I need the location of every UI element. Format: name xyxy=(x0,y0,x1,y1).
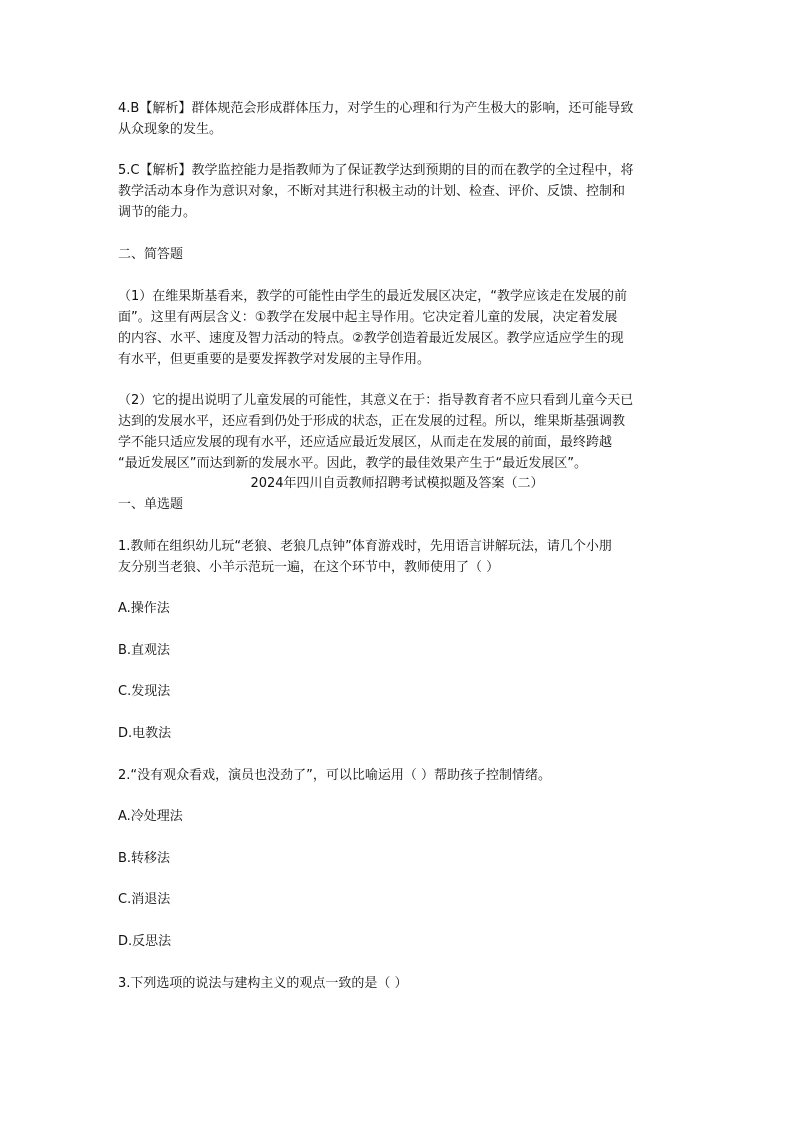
option-text: B.直观法 xyxy=(118,643,171,658)
question-line: 2.“没有观众看戏，演员也没劲了”，可以比喻运用（ ）帮助孩子控制情绪。 xyxy=(118,768,552,783)
option-c xyxy=(118,889,680,910)
question-2-stem xyxy=(118,765,680,786)
option-a xyxy=(118,598,680,619)
paragraph-line: 的内容、水平、速度及智力活动的特点。②教学创造着最近发展区。教学应适应学生的现 xyxy=(118,331,624,346)
paragraph-line: 达到的发展水平，还应看到仍处于形成的状态，正在发展的过程。所以，维果斯基强调教 xyxy=(118,414,626,429)
option-b xyxy=(118,848,680,869)
option-d xyxy=(118,931,680,952)
option-text: B.转移法 xyxy=(118,851,171,866)
paragraph-line: （1）在维果斯基看来，教学的可能性由学生的最近发展区决定，“教学应该走在发展的前 xyxy=(118,289,628,304)
section-heading-short-answer xyxy=(118,244,680,265)
option-text: A.冷处理法 xyxy=(118,809,183,824)
option-text: D.反思法 xyxy=(118,934,172,949)
option-text: C.消退法 xyxy=(118,892,171,907)
question-line: 1.教师在组织幼儿玩“老狼、老狼几点钟”体育游戏时，先用语言讲解玩法，请几个小朋 xyxy=(118,539,612,554)
option-d xyxy=(118,723,680,744)
paragraph-line: “最近发展区”而达到新的发展水平。因此，教学的最佳效果产生于“最近发展区”。 xyxy=(118,456,587,471)
answer-line: 4.B【解析】群体规范会形成群体压力，对学生的心理和行为产生极大的影响，还可能导致 xyxy=(118,101,634,116)
answer-q5 xyxy=(118,160,680,223)
title-text: 2024年四川自贡教师招聘考试模拟题及答案（二） xyxy=(250,476,544,491)
option-text: C.发现法 xyxy=(118,684,171,699)
answer-line: 调节的能力。 xyxy=(118,205,197,220)
exam-title xyxy=(0,473,794,494)
question-line: 友分别当老狼、小羊示范玩一遍，在这个环节中，教师使用了（ ） xyxy=(118,560,500,575)
answer-line: 5.C【解析】教学监控能力是指教师为了保证教学达到预期的目的而在教学的全过程中，将 xyxy=(118,163,634,178)
question-line: 3.下列选项的说法与建构主义的观点一致的是（ ） xyxy=(118,976,408,991)
paragraph-line: 面”。这里有两层含义：①教学在发展中起主导作用。它决定着儿童的发展，决定着发展 xyxy=(118,310,618,325)
section-heading-single-choice xyxy=(118,494,680,515)
option-text: D.电教法 xyxy=(118,726,172,741)
answer-q4 xyxy=(118,98,680,140)
heading-text: 二、简答题 xyxy=(118,247,184,262)
answer-line: 从众现象的发生。 xyxy=(118,122,223,137)
short-answer-paragraph-2 xyxy=(118,390,680,474)
option-a xyxy=(118,806,680,827)
answer-line: 教学活动本身作为意识对象，不断对其进行积极主动的计划、检查、评价、反馈、控制和 xyxy=(118,184,626,199)
question-1-stem xyxy=(118,536,680,578)
option-b xyxy=(118,640,680,661)
paragraph-line: 有水平，但更重要的是要发挥教学对发展的主导作用。 xyxy=(118,352,431,367)
option-text: A.操作法 xyxy=(118,601,170,616)
option-c xyxy=(118,681,680,702)
paragraph-line: （2）它的提出说明了儿童发展的可能性，其意义在于：指导教育者不应只看到儿童今天已 xyxy=(118,393,634,408)
question-3-stem xyxy=(118,973,680,994)
heading-text: 一、单选题 xyxy=(118,497,184,512)
short-answer-paragraph-1 xyxy=(118,286,680,370)
paragraph-line: 学不能只适应发展的现有水平，还应适应最近发展区，从而走在发展的前面，最终跨越 xyxy=(118,435,613,450)
